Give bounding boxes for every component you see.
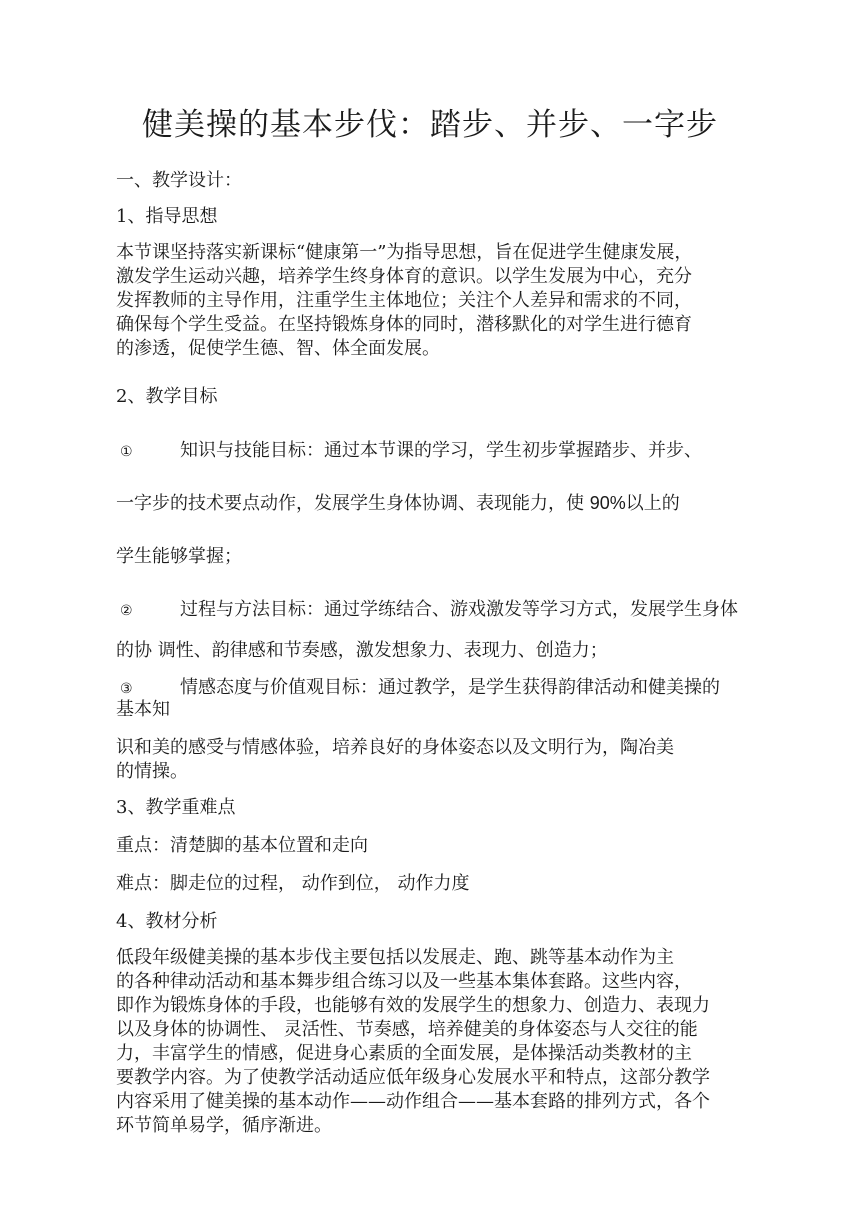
goal-1-marker: ① [120, 444, 133, 460]
goal-1-text: 知识与技能目标：通过本节课的学习，学生初步掌握踏步、并步、 [180, 440, 702, 461]
paragraph-line: 以及身体的协调性、 灵活性、节奏感，培养健美的身体姿态与人交往的能 [116, 1019, 698, 1040]
heading-guiding-thought: 1、指导思想 [116, 206, 218, 227]
paragraph-line: 即作为锻炼身体的手段，也能够有效的发展学生的想象力、创造力、表现力 [116, 995, 710, 1016]
paragraph-line: 低段年级健美操的基本步伐主要包括以发展走、跑、跳等基本动作为主 [116, 947, 674, 968]
document-title: 健美操的基本步伐：踏步、并步、一字步 [142, 107, 718, 143]
paragraph-guiding-thought [116, 241, 756, 361]
key-point-text: 重点：清楚脚的基本位置和走向 [116, 835, 368, 856]
goal-3-line-1 [116, 676, 720, 701]
goal-3-text: 情感态度与价值观目标：通过教学，是学生获得韵律活动和健美操的 [180, 677, 720, 698]
paragraph-line: 本节课坚持落实新课标“健康第一”为指导思想，旨在促进学生健康发展， [116, 242, 693, 263]
section-heading-teaching-design: 一、教学设计： [116, 170, 242, 191]
paragraph-line: 内容采用了健美操的基本动作——动作组合——基本套路的排列方式，各个 [116, 1091, 710, 1112]
paragraph-line: 激发学生运动兴趣，培养学生终身体育的意识。以学生发展为中心，充分 [116, 266, 692, 287]
goal-3-line-2: 基本知 [116, 699, 170, 720]
difficult-point-text: 难点：脚走位的过程， 动作到位， 动作力度 [116, 873, 470, 894]
goal-3-line-4: 的情操。 [116, 761, 188, 782]
paragraph-line: 的各种律动活动和基本舞步组合练习以及一些基本集体套路。这些内容， [116, 971, 692, 992]
paragraph-line: 发挥教师的主导作用，注重学生主体地位；关注个人差异和需求的不同， [116, 290, 692, 311]
heading-key-points: 3、教学重难点 [116, 797, 236, 818]
goal-1-line-3: 学生能够掌握； [116, 546, 242, 567]
goal-2-line-2: 的协 调性、韵律感和节奏感，激发想象力、表现力、创造力； [116, 640, 608, 661]
paragraph-line: 环节简单易学，循序渐进。 [116, 1115, 332, 1136]
heading-teaching-goals: 2、教学目标 [116, 386, 218, 407]
goal-1-line-1 [116, 439, 702, 464]
goal-3-marker: ③ [120, 681, 133, 697]
paragraph-line: 确保每个学生受益。在坚持锻炼身体的同时，潜移默化的对学生进行德育 [116, 314, 692, 335]
goal-1-text-b: 以上的 [625, 493, 680, 514]
heading-material-analysis: 4、教材分析 [116, 911, 218, 932]
paragraph-line: 要教学内容。为了使教学活动适应低年级身心发展水平和特点，这部分教学 [116, 1067, 710, 1088]
paragraph-material-analysis [116, 946, 756, 1138]
goal-1-percent: 90% [589, 493, 626, 513]
goal-2-marker: ② [120, 603, 133, 619]
goal-2-text: 过程与方法目标：通过学练结合、游戏激发等学习方式，发展学生身体 [180, 599, 738, 620]
paragraph-line: 的渗透，促使学生德、智、体全面发展。 [116, 338, 440, 359]
goal-1-line-2 [116, 491, 680, 516]
paragraph-line: 力，丰富学生的情感，促进身心素质的全面发展，是体操活动类教材的主 [116, 1043, 692, 1064]
goal-2-line-1 [116, 598, 738, 623]
goal-3-line-3: 识和美的感受与情感体验，培养良好的身体姿态以及文明行为，陶冶美 [116, 737, 674, 758]
goal-1-text-a: 一字步的技术要点动作，发展学生身体协调、表现能力，使 [116, 493, 590, 514]
